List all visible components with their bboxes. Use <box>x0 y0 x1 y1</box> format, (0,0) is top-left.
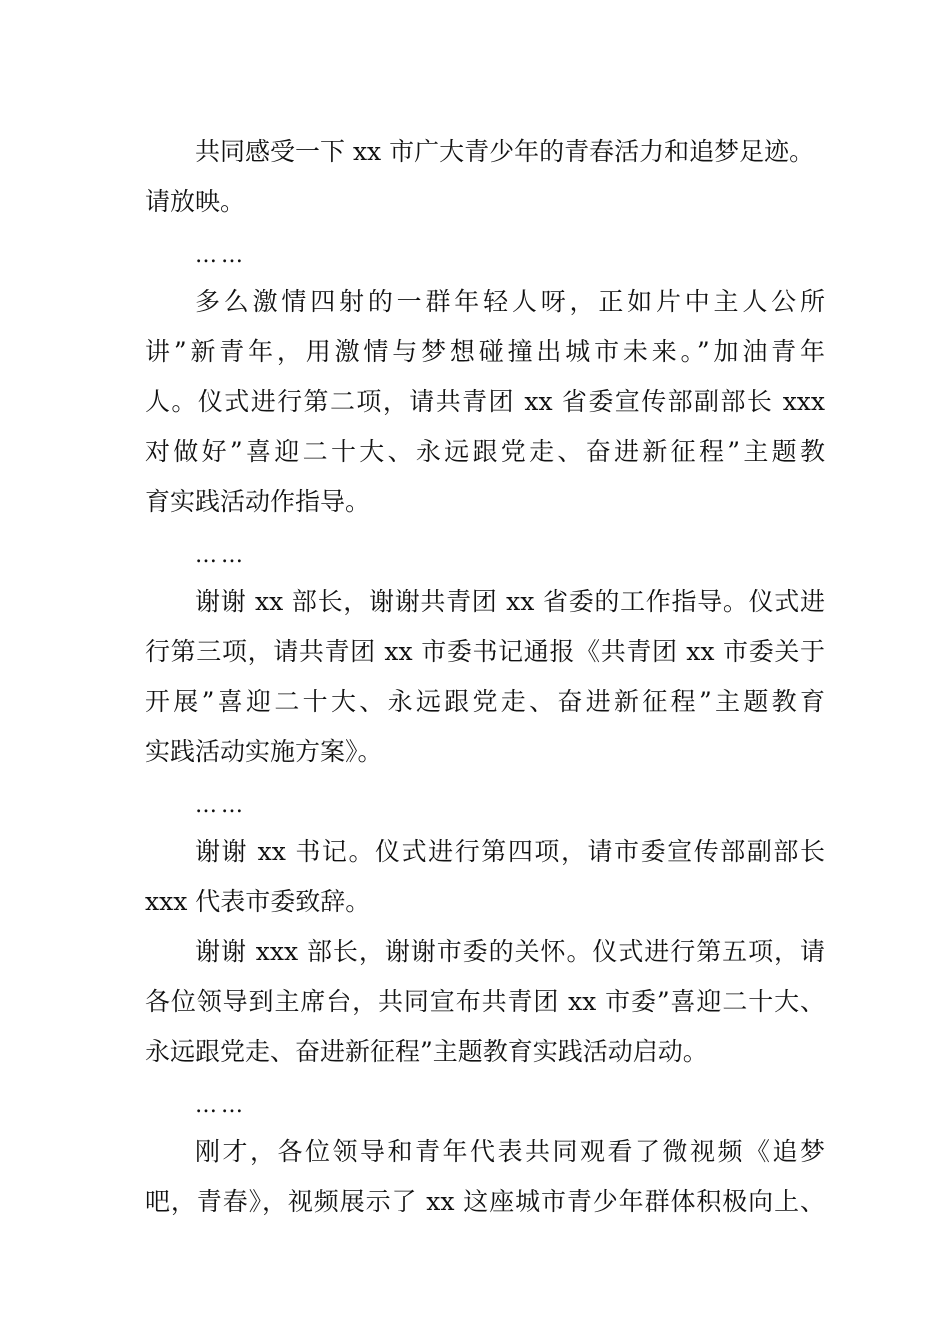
text-line: 对做好”喜迎二十大、永远跟党走、奋进新征程”主题教 <box>145 437 825 466</box>
text-line: 请放映。 <box>145 187 246 216</box>
text-line: 刚才，各位领导和青年代表共同观看了微视频《追梦 <box>195 1137 825 1166</box>
text-line: 吧，青春》，视频展示了 xx 这座城市青少年群体积极向上、 <box>145 1187 825 1216</box>
text-line: xxx 代表市委致辞。 <box>145 887 371 916</box>
ellipsis-separator: …… <box>195 793 247 818</box>
text-line: 育实践活动作指导。 <box>145 487 371 516</box>
text-line: 谢谢 xx 部长，谢谢共青团 xx 省委的工作指导。仪式进 <box>195 587 825 616</box>
ellipsis-separator: …… <box>195 1093 247 1118</box>
text-line: 讲”新青年，用激情与梦想碰撞出城市未来。”加油青年 <box>145 337 825 366</box>
text-line: 谢谢 xxx 部长，谢谢市委的关怀。仪式进行第五项，请 <box>195 937 825 966</box>
ellipsis-separator: …… <box>195 543 247 568</box>
text-line: 多么激情四射的一群年轻人呀，正如片中主人公所 <box>195 287 825 316</box>
ellipsis-separator: …… <box>195 243 247 268</box>
text-line: 开展”喜迎二十大、永远跟党走、奋进新征程”主题教育 <box>145 687 825 716</box>
text-line: 行第三项，请共青团 xx 市委书记通报《共青团 xx 市委关于 <box>145 637 825 666</box>
text-line: 人。仪式进行第二项，请共青团 xx 省委宣传部副部长 xxx <box>145 387 825 416</box>
text-line: 谢谢 xx 书记。仪式进行第四项，请市委宣传部副部长 <box>195 837 825 866</box>
text-line: 各位领导到主席台，共同宣布共青团 xx 市委”喜迎二十大、 <box>145 987 825 1016</box>
text-line: 实践活动实施方案》。 <box>145 737 383 766</box>
text-line: 永远跟党走、奋进新征程”主题教育实践活动启动。 <box>145 1037 708 1066</box>
text-line: 共同感受一下 xx 市广大青少年的青春活力和追梦足迹。 <box>195 137 815 166</box>
